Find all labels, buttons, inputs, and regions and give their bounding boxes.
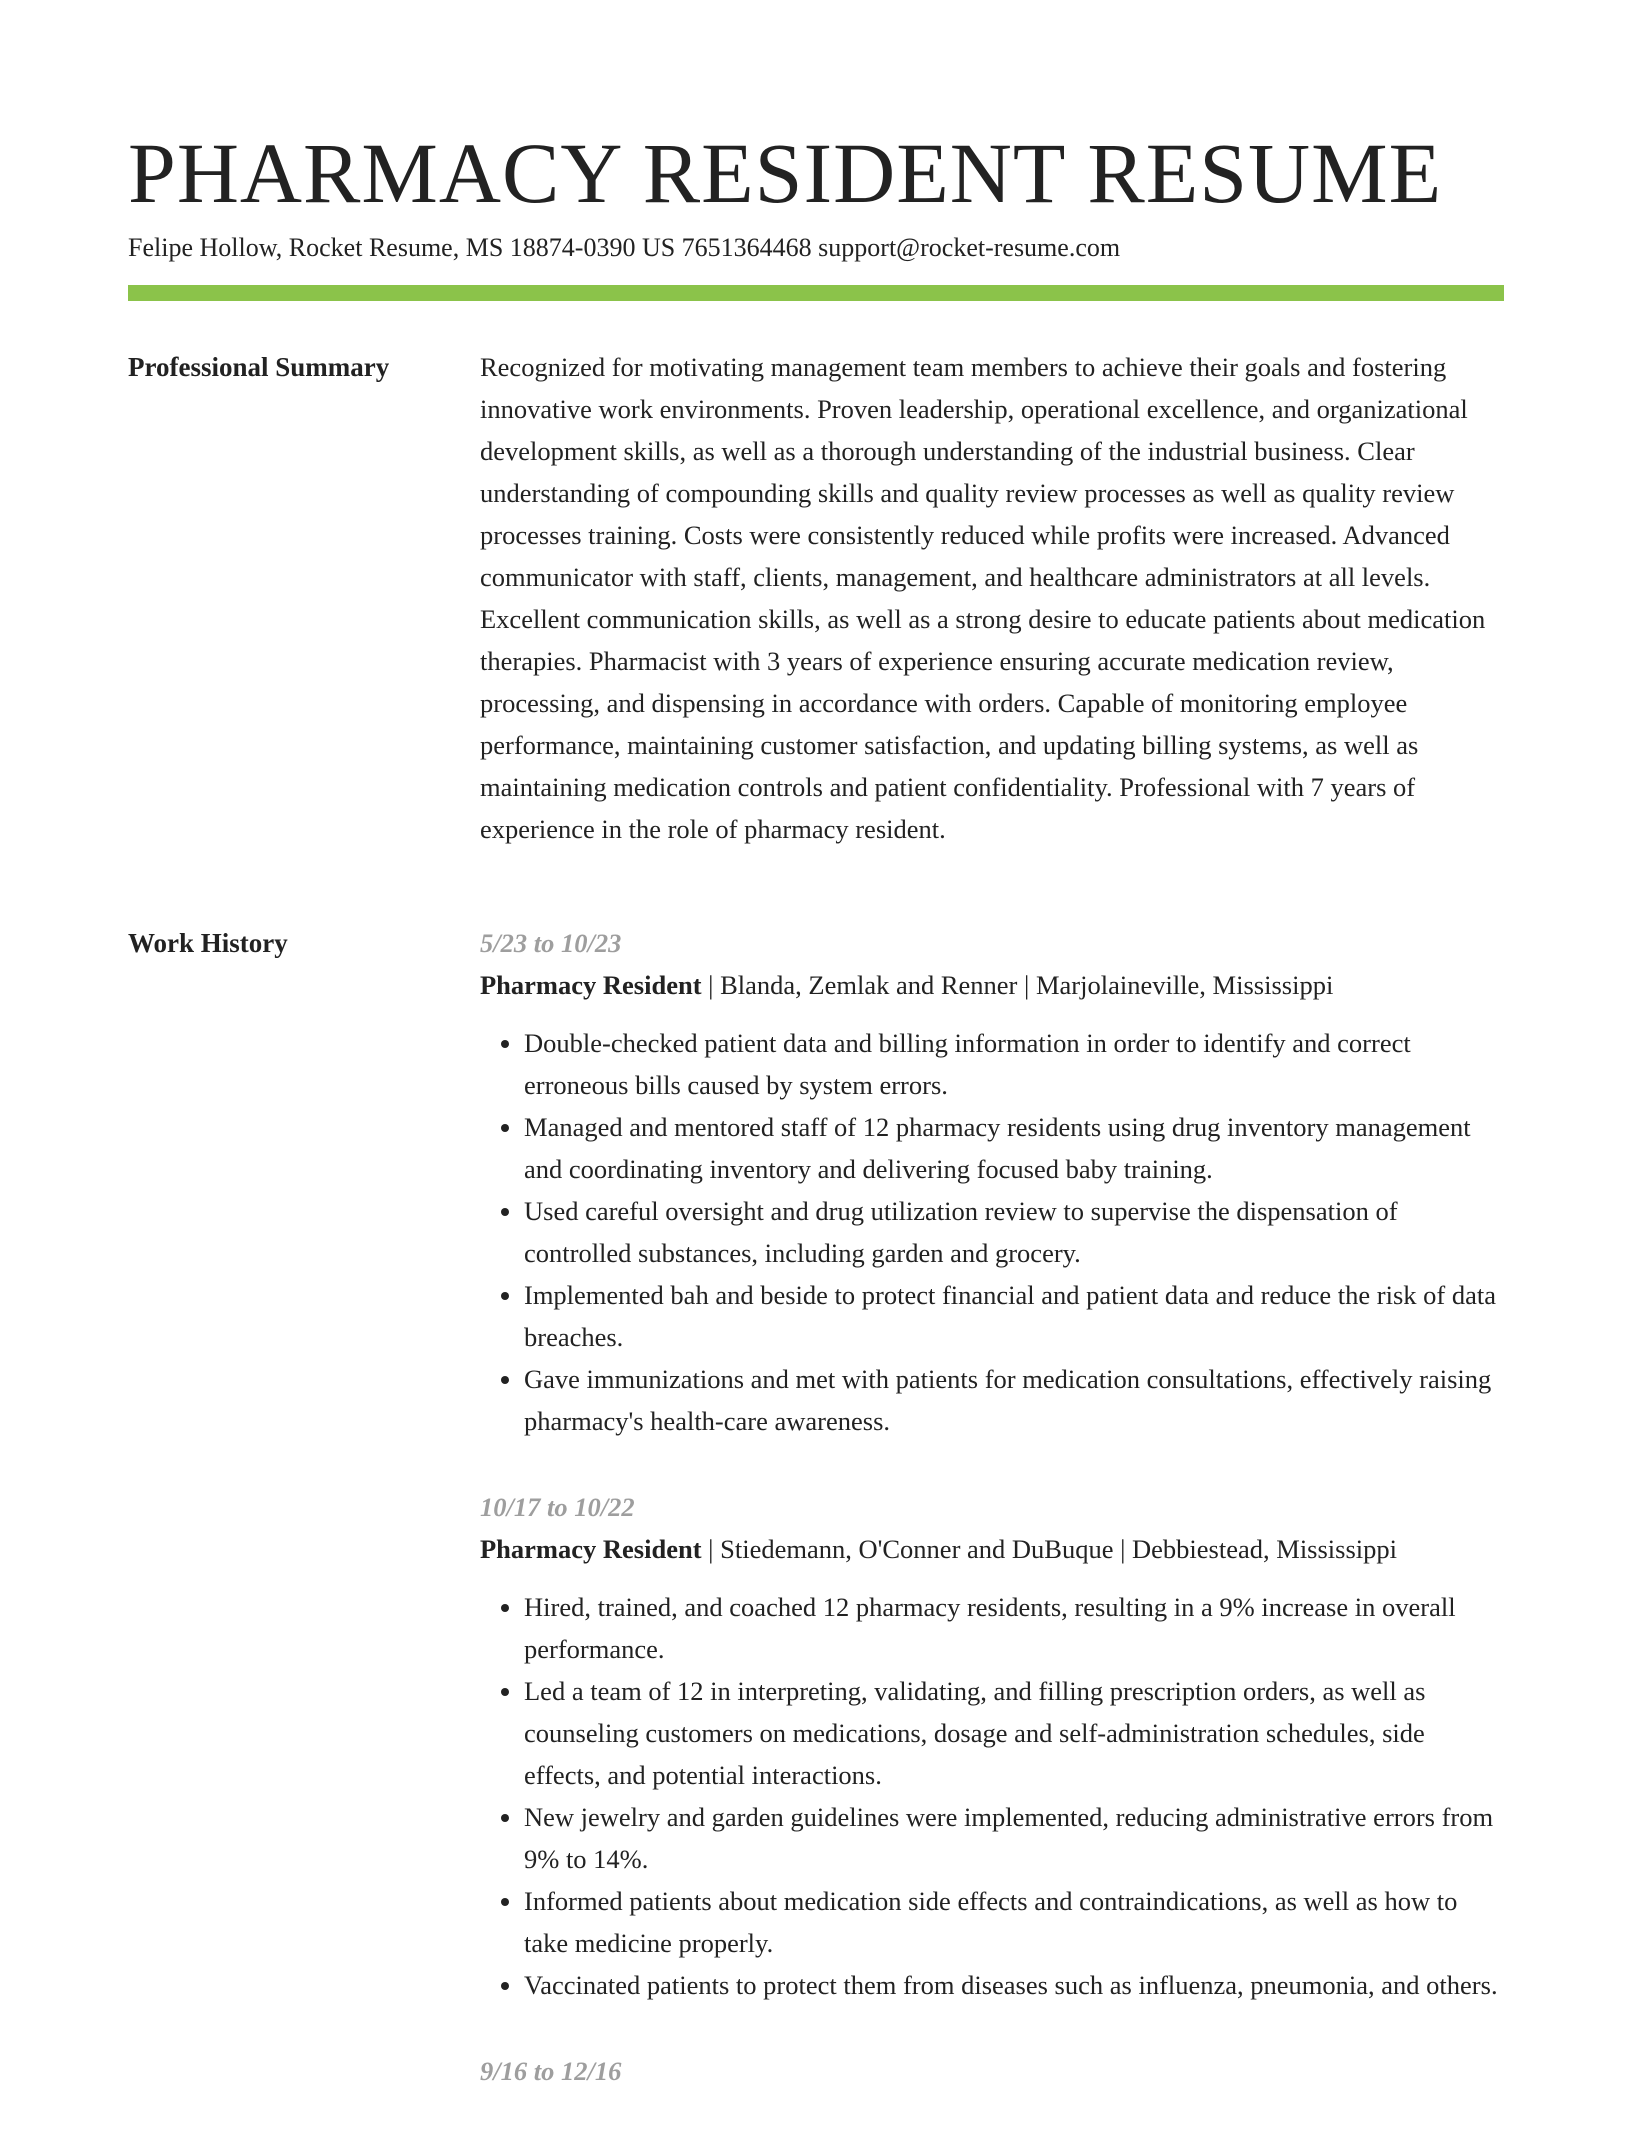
job-bullet: • Managed and mentored staff of 12 pharmacy residents using drug inventory management and coordinating inventory and delivering focused baby training. — [524, 1106, 1504, 1190]
job-title-line — [480, 964, 1504, 1006]
work-history-label: Work History — [128, 928, 288, 958]
job-bullet: • Gave immunizations and met with patients for medication consultations, effectively raising pharmacy's health-care awareness. — [524, 1358, 1504, 1442]
job-title: Pharmacy Resident — [480, 970, 702, 1000]
job-entry — [480, 2050, 1504, 2092]
job-bullet: • New jewelry and garden guidelines were implemented, reducing administrative errors from 9% to 14%. — [524, 1796, 1504, 1880]
job-entry — [480, 922, 1504, 1442]
job-bullets — [480, 1586, 1504, 2006]
job-bullet: • Implemented bah and beside to protect financial and patient data and reduce the risk of data breaches. — [524, 1274, 1504, 1358]
job-bullet: • Used careful oversight and drug utilization review to supervise the dispensation of controlled substances, including garden and grocery. — [524, 1190, 1504, 1274]
work-history-jobs — [480, 922, 1504, 2136]
job-dates: 5/23 to 10/23 — [480, 928, 622, 958]
job-bullet: • Informed patients about medication side effects and contraindications, as well as how to take medicine properly. — [524, 1880, 1504, 1964]
header-accent-rule — [128, 285, 1504, 301]
contact-line: Felipe Hollow, Rocket Resume, MS 18874-0390 US 7651364468 support@rocket-resume.com — [128, 233, 1121, 262]
job-bullet: • Double-checked patient data and billing information in order to identify and correct erroneous bills caused by system errors. — [524, 1022, 1504, 1106]
job-bullet: • Led a team of 12 in interpreting, validating, and filling prescription orders, as well as counseling customers on medications, dosage and self-administration schedules, side effects, and potential interactions. — [524, 1670, 1504, 1796]
job-bullet: • Hired, trained, and coached 12 pharmacy residents, resulting in a 9% increase in overall performance. — [524, 1586, 1504, 1670]
job-employer-location: | Blanda, Zemlak and Renner | Marjolaineville, Mississippi — [701, 970, 1334, 1000]
job-entry — [480, 1486, 1504, 2006]
job-dates: 9/16 to 12/16 — [480, 2056, 622, 2086]
resume-title: PHARMACY RESIDENT RESUME — [128, 125, 1443, 221]
job-bullet: • Vaccinated patients to protect them from diseases such as influenza, pneumonia, and others. — [524, 1964, 1504, 2006]
job-employer-location: | Stiedemann, O'Conner and DuBuque | Debbiestead, Mississippi — [701, 1534, 1398, 1564]
professional-summary-label: Professional Summary — [128, 352, 390, 382]
professional-summary-text: Recognized for motivating management team members to achieve their goals and fostering innovative work environments. Proven leadership, operational excellence, and organizational development skills, as well as a thorough understanding of the industrial business. Clear understanding of compounding skills and quality review processes as well as quality review processes training. Costs were consistently reduced while profits were increased. Advanced communicator with staff, clients, management, and healthcare administrators at all levels. Excellent communication skills, as well as a strong desire to educate patients about medication therapies. Pharmacist with 3 years of experience ensuring accurate medication review, processing, and dispensing in accordance with orders. Capable of monitoring employee performance, maintaining customer satisfaction, and updating billing systems, as well as maintaining medication controls and patient confidentiality. Professional with 7 years of experience in the role of pharmacy resident. — [480, 352, 1486, 844]
job-dates: 10/17 to 10/22 — [480, 1492, 635, 1522]
job-title: Pharmacy Resident — [480, 1534, 702, 1564]
job-bullets — [480, 1022, 1504, 1442]
job-title-line — [480, 1528, 1504, 1570]
professional-summary-body — [480, 346, 1504, 850]
